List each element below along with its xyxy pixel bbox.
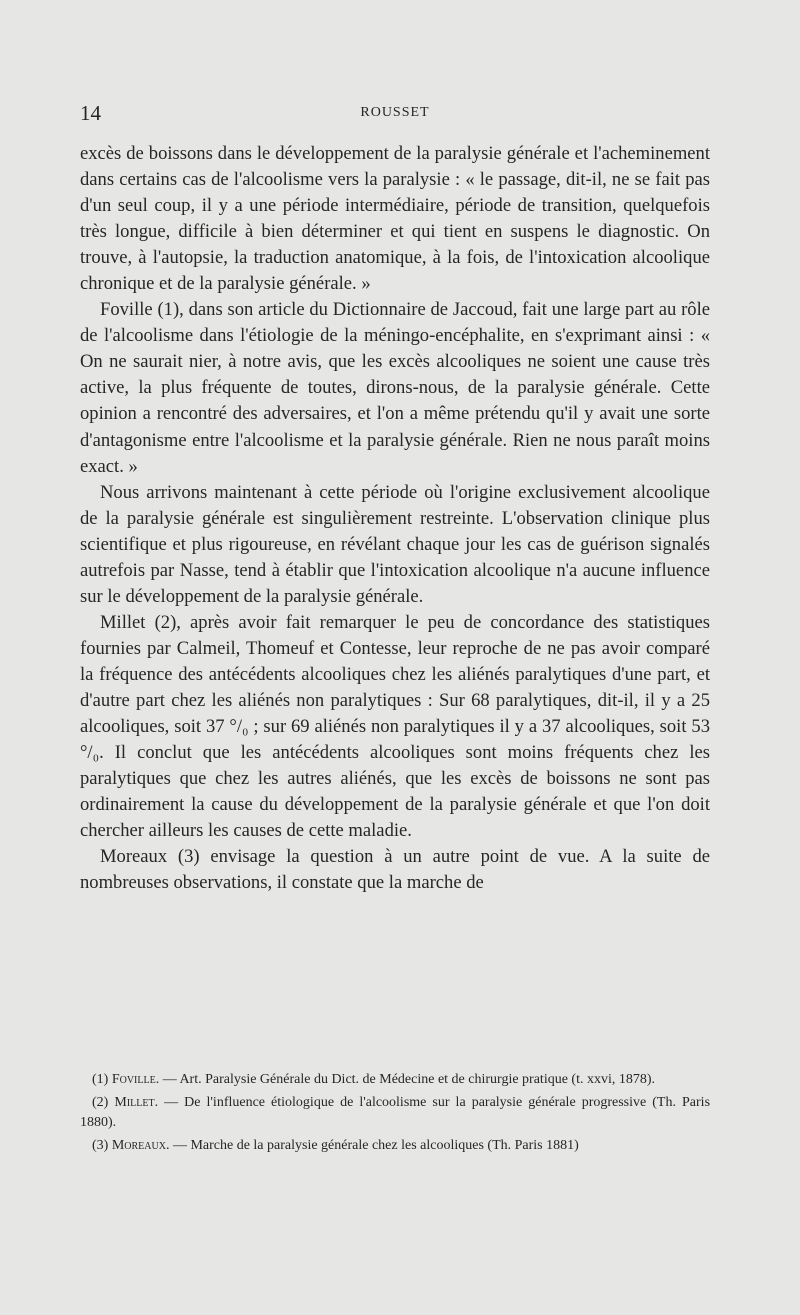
footnote [80, 1070, 710, 1091]
footnote-marker: (1) [92, 1072, 109, 1087]
footnote-author: Foville. [111, 1072, 160, 1087]
footnote-text: — Art. Paralysie Générale du Dict. de Médecine et de chirurgie pratique (t. xxvi, 1878). [159, 1072, 656, 1087]
footnote-author: Moreaux. [111, 1137, 170, 1153]
footnote [80, 1136, 710, 1157]
footnote-author: Millet. [114, 1094, 159, 1110]
footnote-marker: (3) [92, 1137, 109, 1153]
paragraph: Foville (1), dans son article du Dictionnaire de Jaccoud, fait une large part au rôle de l'alcoolisme dans l'étiologie de la méningo-encéphalite, en s'exprimant ainsi : « On ne saurait nier, à notre avis, que les excès alcooliques ne soient une cause très active, la plus fréquente de toutes, dirons-nous, de la paralysie générale. Cette opinion a rencontré des adversaires, et l'on a même prétendu qu'il y avait une sorte d'antagonisme entre l'alcoolisme et la paralysie générale. Rien ne nous paraît moins exact. » [80, 299, 710, 477]
paragraph: Millet (2), après avoir fait remarquer le peu de concordance des statistiques fournies par Calmeil, Thomeuf et Contesse, leur reproche de ne pas avoir comparé la fréquence des antécédents alcooliques chez les aliénés paralytiques d'une part, et d'autre part chez les aliénés non paralytiques : Sur 68 paralytiques, dit-il, il y a 25 alcooliques, soit 37 °/₀ ; sur 69 aliénés non paralytiques il y a 37 alcooliques, soit 53 °/₀. Il conclut que les antécédents alcooliques sont moins fréquents chez les paralytiques que chez les autres aliénés, que les excès de boissons ne sont pas ordinairement la cause du développement de la paralysie générale et que l'on doit chercher ailleurs les causes de cette maladie. [80, 611, 710, 842]
footnote-text: — Marche de la paralysie générale chez les alcooliques (Th. Paris 1881) [169, 1137, 579, 1153]
paragraph: excès de boissons dans le développement de la paralysie générale et l'acheminement dans certains cas de l'alcoolisme vers la paralysie : « le passage, dit-il, ne se fait pas d'un seul coup, il y a une période intermédiaire, période de transition, quelquefois très longue, difficile à bien déterminer et qui tient en suspens le diagnostic. On trouve, à l'autopsie, la traduction anatomique, à la fois, de l'intoxication alcoolique chronique et de la paralysie générale. » [80, 143, 710, 295]
paragraph: Nous arrivons maintenant à cette période où l'origine exclusivement alcoolique de la paralysie générale est singulièrement restreinte. L'observation clinique plus scientifique et plus rigoureuse, en révélant chaque jour les cas de guérison signalés autrefois par Nasse, tend à établir que l'intoxication alcoolique n'a aucune influence sur le développement de la paralysie générale. [80, 481, 710, 607]
footnotes [80, 1070, 710, 1158]
paragraph: Moreaux (3) envisage la question à un autre point de vue. A la suite de nombreuses observations, il constate que la marche de [80, 846, 710, 894]
page-number: 14 [80, 101, 101, 125]
footnote [80, 1093, 710, 1134]
footnote-marker: (2) [92, 1094, 109, 1110]
running-head: ROUSSET [360, 105, 430, 120]
footnote-text: — De l'influence étiologique de l'alcoolisme sur la paralysie générale progressive (Th. Paris 1880). [80, 1094, 711, 1130]
page-header [80, 101, 710, 125]
body-text [80, 141, 710, 896]
